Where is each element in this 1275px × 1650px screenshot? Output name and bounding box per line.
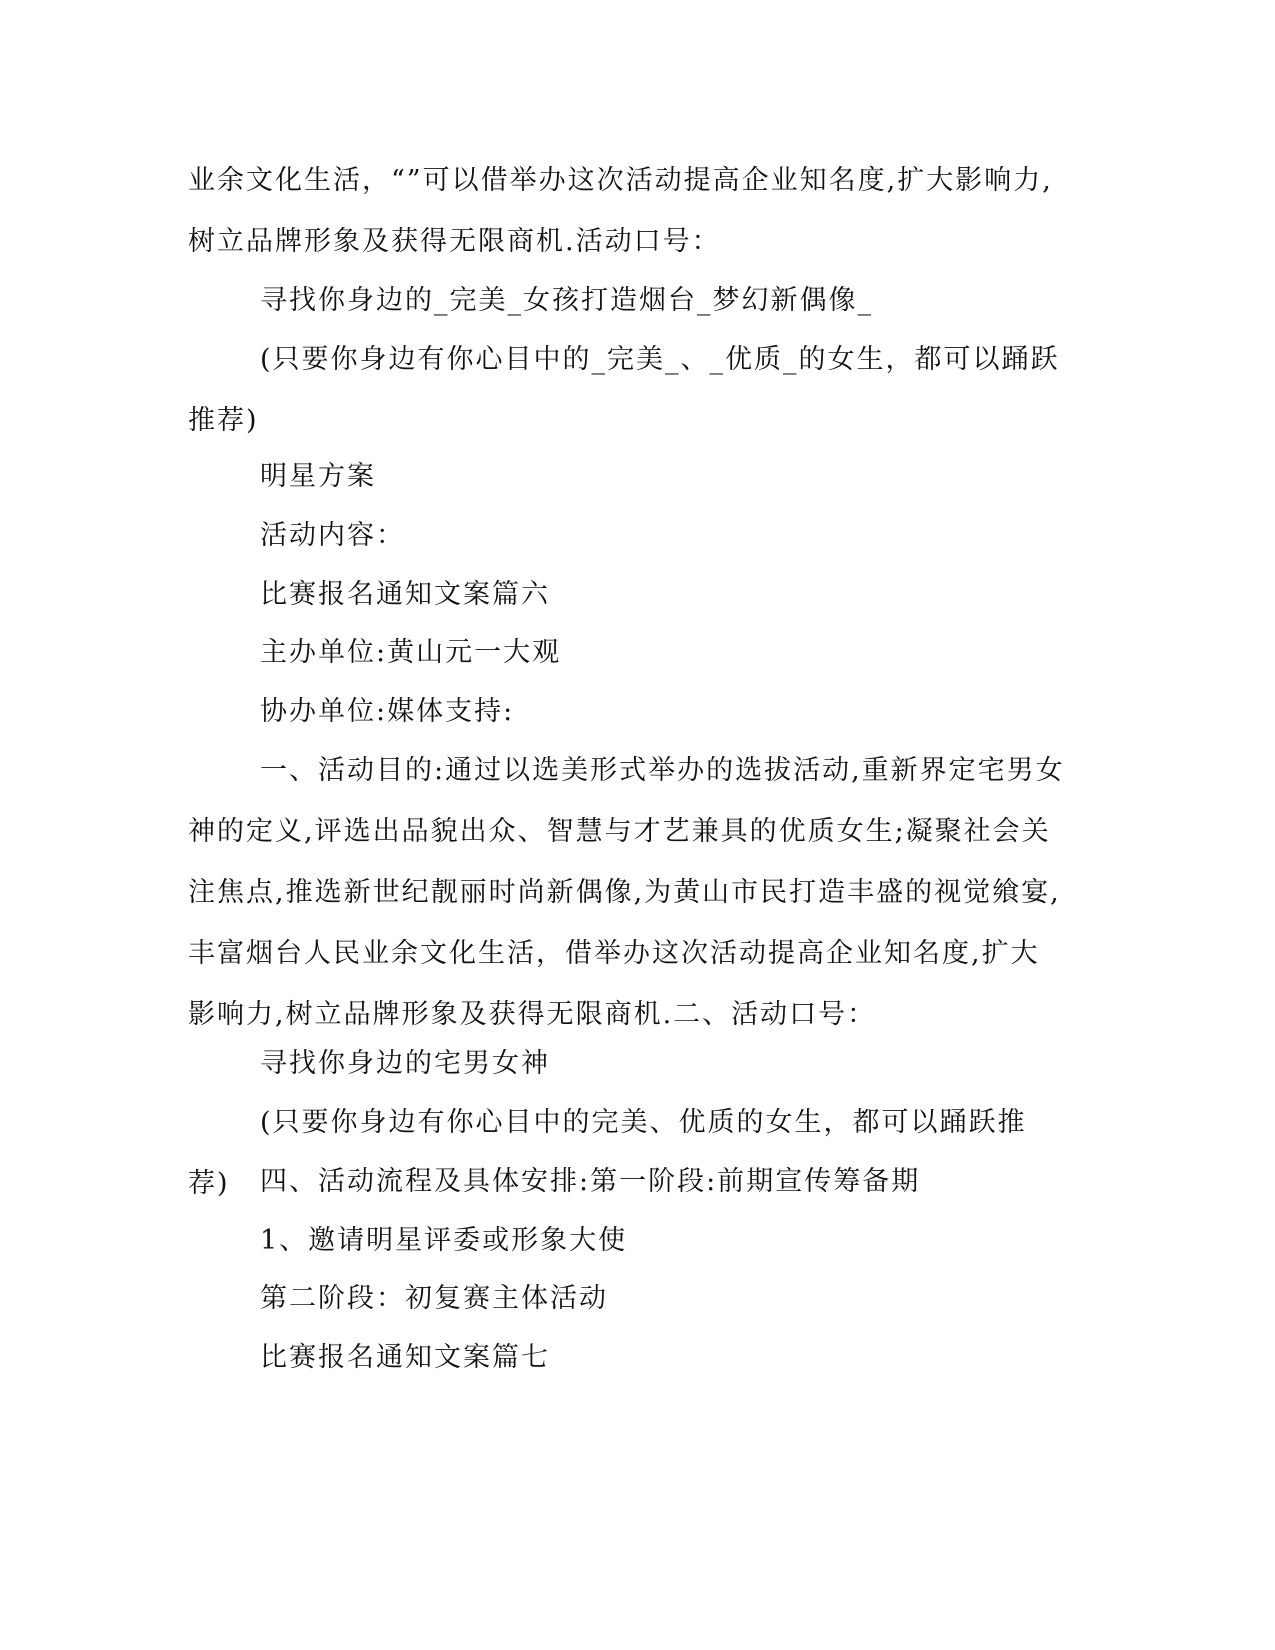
paragraph-slogan: 寻找你身边的_完美_女孩打造烟台_梦幻新偶像_ bbox=[260, 285, 873, 316]
paragraph-continued-intro: 业余文化生活，“”可以借举办这次活动提高企业知名度,扩大影响力,树立品牌形象及获得无限商机.活动口号： bbox=[188, 165, 1053, 257]
paragraph-star-plan: 明星方案 bbox=[260, 461, 376, 492]
paragraph-recommend-note-two: (只要你身边有你心目中的完美、优质的女生，都可以踊跃推荐) bbox=[188, 1107, 1027, 1199]
paragraph-stage-two: 第二阶段：初复赛主体活动 bbox=[260, 1283, 608, 1314]
section-heading-six: 比赛报名通知文案篇六 bbox=[260, 579, 550, 610]
paragraph-activity-content: 活动内容： bbox=[260, 520, 405, 551]
paragraph-invite-judges: 1、邀请明星评委或形象大使 bbox=[260, 1225, 628, 1256]
section-heading-seven: 比赛报名通知文案篇七 bbox=[260, 1342, 550, 1373]
paragraph-activity-purpose: 一、活动目的:通过以选美形式举办的选拔活动,重新界定宅男女神的定义,评选出品貌出众、智慧与才艺兼具的优质女生;凝聚社会关注焦点,推选新世纪靓丽时尚新偶像,为黄山市民打造丰盛的视觉飨宴,丰富烟台人民业余文化生活，借举办这次活动提高企业知名度,扩大影响力,树立品牌形象及获得无限商机.二、活动口号： bbox=[188, 755, 1065, 1030]
paragraph-recommend-note: (只要你身边有你心目中的_完美_、_优质_的女生，都可以踊跃推荐) bbox=[188, 344, 1060, 436]
paragraph-organizer: 主办单位:黄山元一大观 bbox=[260, 637, 562, 668]
paragraph-slogan-two: 寻找你身边的宅男女神 bbox=[260, 1048, 550, 1079]
paragraph-co-organizer: 协办单位:媒体支持: bbox=[260, 696, 515, 727]
paragraph-process: 四、活动流程及具体安排:第一阶段:前期宣传筹备期 bbox=[260, 1166, 921, 1197]
